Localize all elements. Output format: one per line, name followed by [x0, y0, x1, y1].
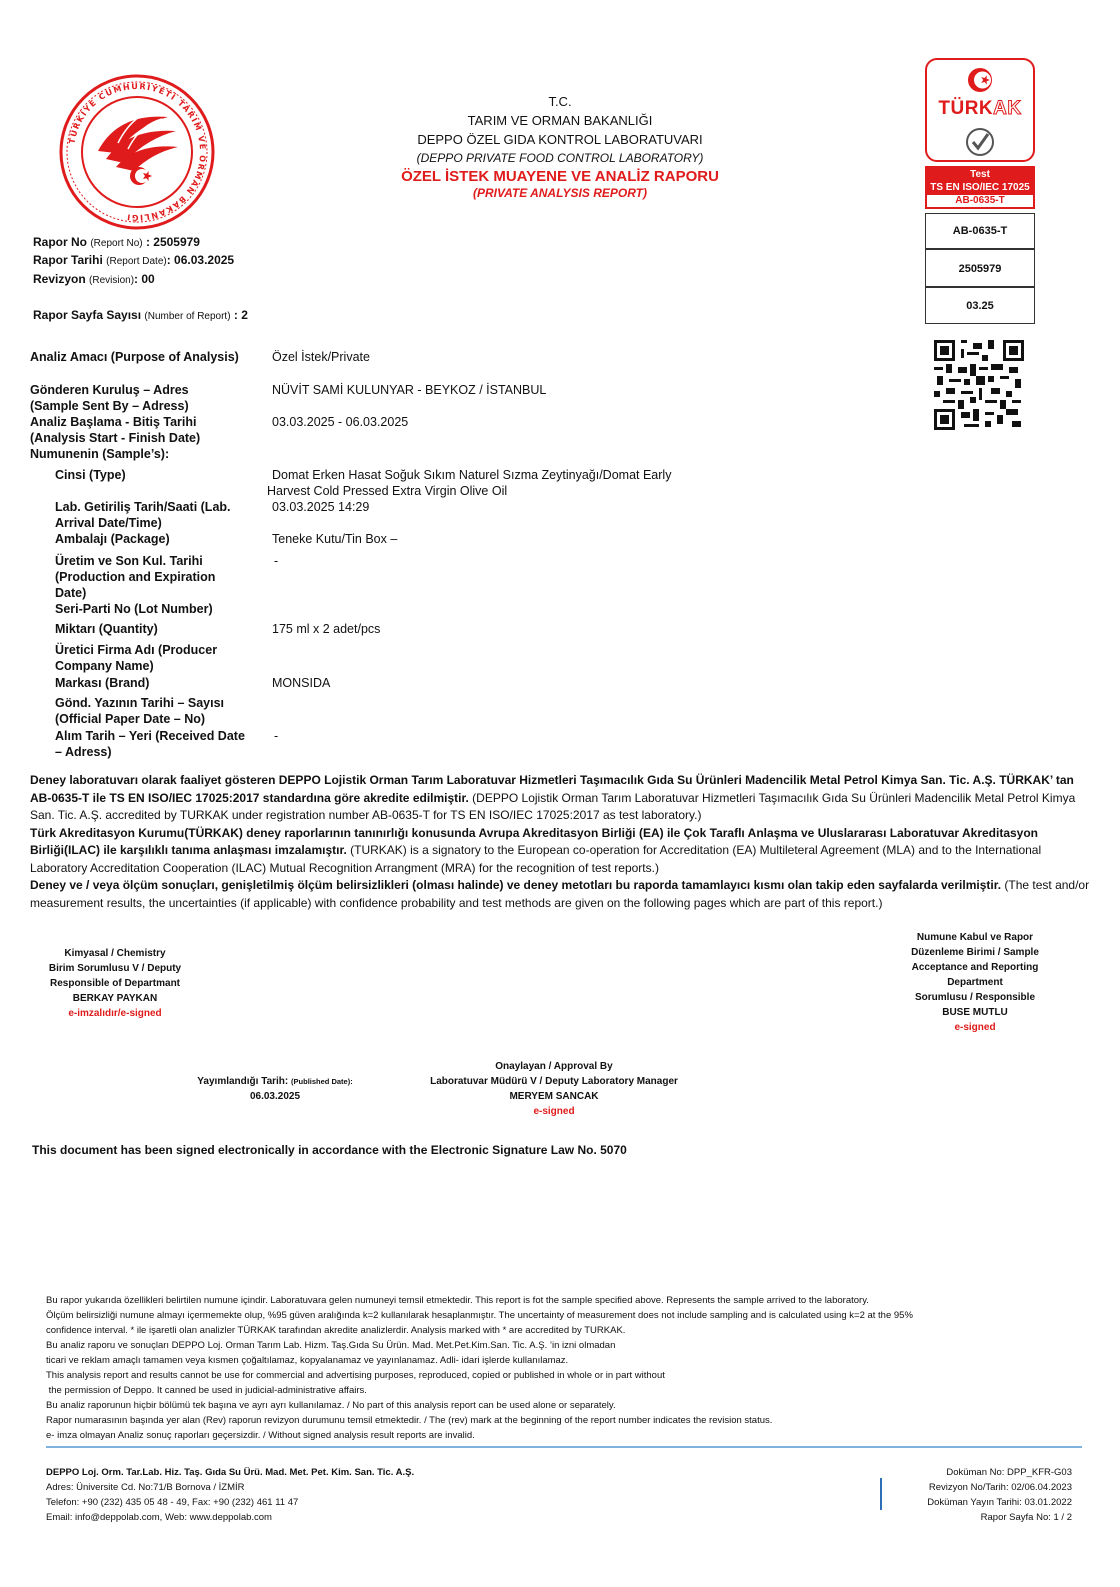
quantity-label: Miktarı (Quantity) [55, 622, 158, 636]
type-value-line2: Harvest Cold Pressed Extra Virgin Olive Oil [267, 484, 508, 498]
chemistry-sig-name: BERKAY PAYKAN [72, 993, 158, 1004]
ministry-seal-logo [58, 73, 216, 231]
footnote-8: Bu analiz raporunun hiçbir bölümü tek başına ve ayrı ayrı kullanılamaz. / No part of this analysis report can be used alone or separately. [46, 1400, 616, 1411]
received-value: - [274, 729, 279, 743]
quantity-value: 175 ml x 2 adet/pcs [272, 622, 381, 636]
report-no-line [33, 235, 200, 249]
footnote-10: e- imza olmayan Analiz sonuç raporları geçersizdir. / Without signed analysis result reports are invalid. [46, 1430, 475, 1441]
published-date-value: 06.03.2025 [249, 1091, 301, 1102]
acceptance-signature-block [880, 930, 1070, 1035]
turkak-standard-band [925, 166, 1035, 195]
chemistry-sig-line1: Kimyasal / Chemistry [64, 948, 166, 959]
acceptance-sig-line1: Numune Kabul ve Rapor [916, 932, 1034, 943]
chemistry-sig-line2: Birim Sorumlusu V / Deputy [48, 963, 182, 974]
footnote-3: confidence interval. * ile işaretli olan analizler TÜRKAK tarafından akredite analizlerdir. Analysis marked with * are accredited by TURKAK. [46, 1325, 626, 1336]
revision-value: : 00 [134, 272, 155, 286]
approval-sig-line1: Onaylayan / Approval By [495, 1061, 613, 1072]
footer-revision: Revizyon No/Tarih: 02/06.04.2023 [928, 1482, 1072, 1493]
acceptance-sig-line4: Department [947, 977, 1003, 988]
report-no-value: : 2505979 [145, 235, 200, 249]
lab-name: DEPPO ÖZEL GIDA KONTROL LABORATUVARI [417, 132, 703, 147]
footer-phone: Telefon: +90 (232) 435 05 48 - 49, Fax: +90 (232) 461 11 47 [46, 1497, 299, 1508]
chemistry-signature-block [20, 946, 210, 1021]
footer-divider [46, 1446, 1082, 1448]
revision-line [33, 272, 155, 286]
report-header [300, 92, 820, 201]
page-count-line [33, 308, 248, 322]
footer-email: Email: info@deppolab.com, Web: www.deppolab.com [46, 1512, 272, 1523]
footer-doc-no: Doküman No: DPP_KFR-G03 [946, 1467, 1072, 1478]
svg-text:TÜRKİYE CUMHURİYETİ TARIM VE O: TÜRKİYE CUMHURİYETİ TARIM VE ORMAN BAKANLIĞI [67, 81, 208, 223]
footnote-5: ticari ve reklam amaçlı tamamen veya kısmen çoğaltılamaz, kopyalanamaz ve yayınlanamaz. Adli- idari işlerde kullanılamaz. [46, 1355, 569, 1366]
report-title: ÖZEL İSTEK MUAYENE VE ANALİZ RAPORU [401, 168, 719, 185]
approval-sig-line2: Laboratuvar Müdürü V / Deputy Laboratory Manager [430, 1076, 678, 1087]
report-no-label: Rapor No [33, 235, 87, 249]
package-label: Ambalajı (Package) [55, 532, 170, 546]
sender-label: Gönderen Kuruluş – Adres (Sample Sent By – Adress) [30, 383, 189, 413]
accreditation-p3-normal: (The test and/or measurement results, the uncertainties (if applicable) with confidence probability and test methods are given on the following pages which are part of this report.) [30, 878, 1090, 910]
purpose-value: Özel İstek/Private [272, 350, 370, 364]
lot-label: Seri-Parti No (Lot Number) [55, 602, 213, 616]
type-value-line1: Domat Erken Hasat Soğuk Sıkım Naturel Sızma Zeytinyağı/Domat Early [272, 468, 672, 482]
published-date-label-en: (Published Date): [291, 1077, 353, 1086]
turkak-standard: TS EN ISO/IEC 17025 [930, 182, 1030, 193]
sender-value: NÜVİT SAMİ KULUNYAR - BEYKOZ / İSTANBUL [272, 383, 547, 397]
analysis-dates-value: 03.03.2025 - 06.03.2025 [272, 415, 409, 429]
accreditation-p1-normal: (DEPPO Lojistik Orman Tarım Laboratuvar Hizmetleri Taşımacılık Gıda Su Ürünleri Madencilik Metal Petrol Kimya San. Tic. A.Ş. accredited by TURKAK under registration number AB-0635-T for TS EN ISO/IEC 17025:2017 as test laboratory.) [30, 790, 1076, 822]
footnote-2: Ölçüm belirsizliği numune almayı içermemekte olup, %95 güven aralığında k=2 kullanılarak hesaplanmıştır. The uncertainty of measurement does not include sampling and is calculated using k=2 at the 95% [46, 1310, 913, 1321]
brand-value: MONSIDA [272, 676, 331, 690]
acceptance-sig-name: BUSE MUTLU [942, 1007, 1008, 1018]
published-date-block [170, 1074, 380, 1104]
report-date-label: Rapor Tarihi [33, 253, 103, 267]
chemistry-sig-line3: Responsible of Departmant [49, 978, 181, 989]
footnote-1: Bu rapor yukarıda özellikleri belirtilen numune içindir. Laboratuvara gelen numuneyi temsil etmektedir. This report is fot the sample specified above. Represents the sample arrived to the laboratory. [46, 1295, 869, 1306]
turkak-brand-a: TÜRK [938, 98, 994, 119]
chemistry-esigned: e-imzalıdır/e-signed [68, 1008, 162, 1019]
report-date-line [33, 253, 234, 267]
accreditation-text [30, 772, 1090, 912]
page-count-label: Rapor Sayfa Sayısı [33, 308, 142, 322]
report-no-label-en: (Report No) [90, 238, 143, 249]
turkak-code: AB-0635-T [925, 195, 1035, 209]
footer-vertical-bar [880, 1478, 882, 1510]
approval-esigned: e-signed [533, 1106, 575, 1117]
acceptance-sig-line2: Düzenleme Birimi / Sample [911, 947, 1039, 958]
acceptance-sig-line3: Acceptance and Reporting [911, 962, 1039, 973]
report-date-value: : 06.03.2025 [166, 253, 235, 267]
footer-address: Adres: Üniversite Cd. No:71/B Bornova / İZMİR [46, 1482, 245, 1493]
tc-label: T.C. [548, 94, 572, 109]
accreditation-p2-bold: Türk Akreditasyon Kurumu(TÜRKAK) deney raporlarının tanınırlığı konusunda Avrupa Akreditasyon Birliği (EA) ile Çok Taraflı Anlaşma ve Uluslararası Laboratuvar Akreditasyon Birliği(ILAC) ile karşılıklı tanıma anlaşması imzalamıştır. [30, 825, 1038, 857]
footer-page-no: Rapor Sayfa No: 1 / 2 [980, 1512, 1072, 1523]
revision-label: Revizyon [33, 272, 86, 286]
brand-label: Markası (Brand) [55, 676, 150, 690]
ministry-name: TARIM VE ORMAN BAKANLIĞI [467, 113, 653, 128]
lab-name-en: (DEPPO PRIVATE FOOD CONTROL LABORATORY) [416, 151, 704, 165]
package-value: Teneke Kutu/Tin Box – [272, 532, 398, 546]
page-count-label-en: (Number of Report) [144, 311, 231, 322]
purpose-label: Analiz Amacı (Purpose of Analysis) [30, 350, 239, 364]
published-date-label: Yayımlandığı Tarih: [197, 1076, 289, 1087]
arrival-label: Lab. Getiriliş Tarih/Saati (Lab. Arrival Date/Time) [55, 500, 231, 530]
acceptance-sig-line5: Sorumlusu / Responsible [914, 992, 1036, 1003]
production-label: Üretim ve Son Kul. Tarihi (Production and Expiration Date) [55, 554, 216, 600]
type-label: Cinsi (Type) [55, 468, 126, 482]
report-no-box: 2505979 [925, 249, 1035, 287]
page-count-value: : 2 [233, 308, 248, 322]
footnote-6: This analysis report and results cannot be use for commercial and advertising purposes, reproduced, copied or published in whole or in part without [46, 1370, 665, 1381]
footer-company: DEPPO Loj. Orm. Tar.Lab. Hiz. Taş. Gıda Su Ürü. Mad. Met. Pet. Kim. San. Tic. A.Ş. [46, 1467, 415, 1478]
official-paper-label: Gönd. Yazının Tarihi – Sayısı (Official Paper Date – No) [55, 696, 225, 726]
footer-publish-date: Doküman Yayın Tarihi: 03.01.2022 [927, 1497, 1072, 1508]
report-date-label-en: (Report Date) [106, 256, 167, 267]
approval-signature-block [404, 1059, 704, 1119]
footnote-4: Bu analiz raporu ve sonuçları DEPPO Loj. Orman Tarım Lab. Hizm. Taş.Gıda Su Ürün. Mad. Met.Pet.Kim.San. Tic. A.Ş. ’in izni olmadan [46, 1340, 616, 1351]
acceptance-esigned: e-signed [954, 1022, 996, 1033]
analysis-dates-label: Analiz Başlama - Bitiş Tarihi (Analysis Start - Finish Date) [30, 415, 201, 445]
accreditation-no-box: AB-0635-T [925, 213, 1035, 249]
accreditation-p1-bold: Deney laboratuvarı olarak faaliyet gösteren DEPPO Lojistik Orman Tarım Laboratuvar Hizmetleri Taşımacılık Gıda Su Ürünleri Madencilik Metal Petrol Kimya San. Tic. A.Ş. TÜRKAK’ tan AB-0635-T ile TS EN ISO/IEC 17025:2017 standardına göre akredite edilmiştir. [30, 773, 1074, 805]
turkak-logo [925, 58, 1035, 162]
production-value: - [274, 554, 279, 568]
revision-label-en: (Revision) [89, 275, 135, 286]
turkak-brand-b: AK [993, 98, 1022, 119]
accreditation-p2-normal: (TURKAK) is a signatory to the European co-operation for Accreditation (EA) Multileteral Agreement (MLA) and to the International Laboratory Accreditation Cooperation (ILAC) Mutual Recognition Arrangment (MRA) for the recognition of test reports.) [30, 843, 1042, 875]
arrival-value: 03.03.2025 14:29 [272, 500, 370, 514]
approval-sig-name: MERYEM SANCAK [509, 1091, 599, 1102]
samples-heading: Numunenin (Sample’s): [30, 447, 170, 461]
report-title-en: (PRIVATE ANALYSIS REPORT) [472, 186, 647, 200]
esignature-note: This document has been signed electronically in accordance with the Electronic Signature Law No. 5070 [32, 1143, 627, 1157]
month-year-box: 03.25 [925, 287, 1035, 324]
qr-code [934, 340, 1024, 430]
accreditation-p3-bold: Deney ve / veya ölçüm sonuçları, genişletilmiş ölçüm belirsizlikleri (olması halinde) ve deney metotları bu raporda tamamlayıcı kısmı olan takip eden sayfalarda verilmiştir. [30, 878, 1002, 892]
footnote-9: Rapor numarasının başında yer alan (Rev) raporun revizyon durumunu temsil etmektedir. / The (rev) mark at the beginning of the report number indicates the revision status. [46, 1415, 773, 1426]
footnote-7: the permission of Deppo. It canned be used in judicial-administrative affairs. [46, 1385, 367, 1396]
producer-label: Üretici Firma Adı (Producer Company Name) [55, 643, 218, 673]
received-label: Alım Tarih – Yeri (Received Date – Adress) [55, 729, 245, 759]
turkak-test-label: Test [970, 169, 990, 180]
